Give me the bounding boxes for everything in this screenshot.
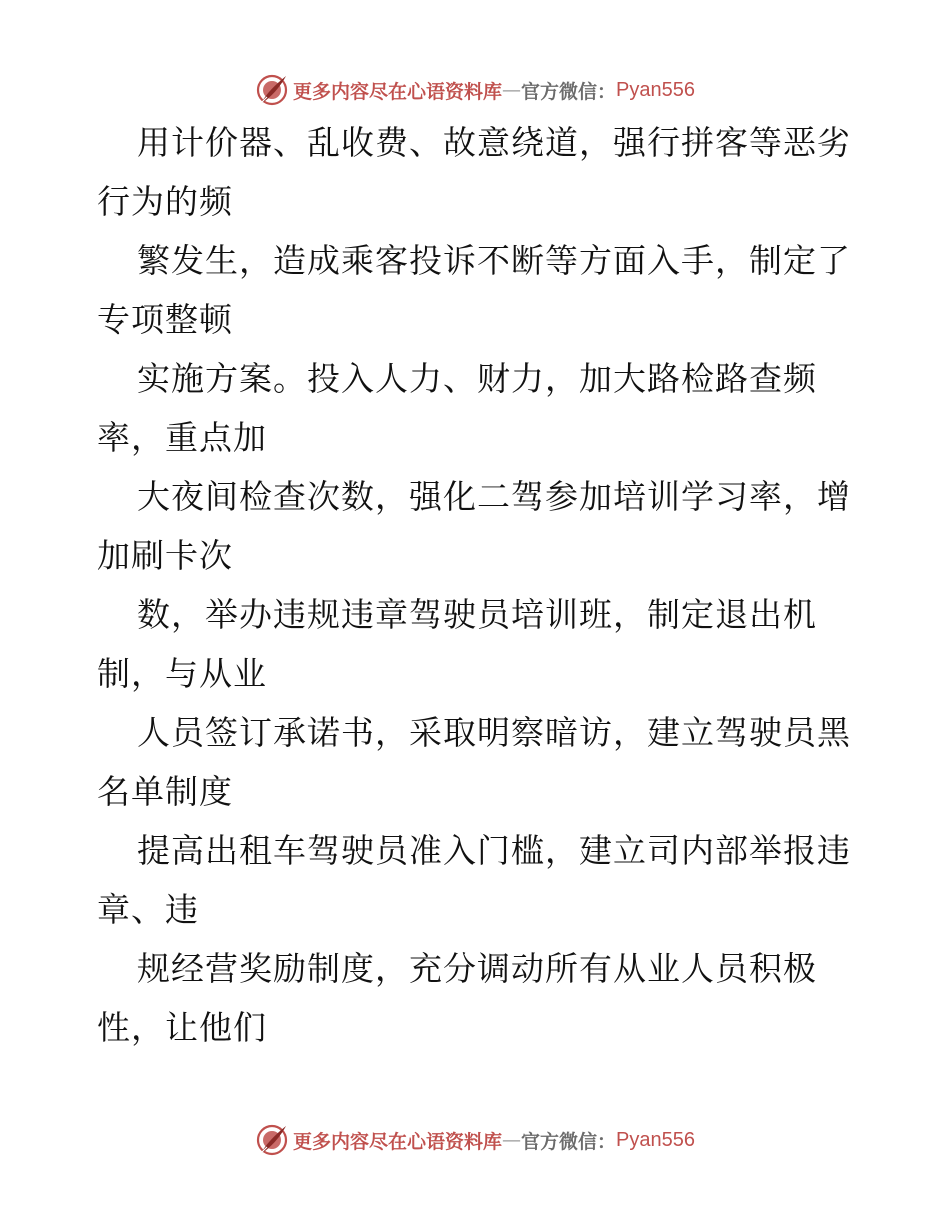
footer-wechat-label: 官方微信： [521,1130,617,1153]
body-line-2: 行为的频 [97,182,233,221]
body-line-9: 数，举办违规违章驾驶员培训班，制定退出机 [137,595,817,634]
body-line-8: 加刷卡次 [97,536,233,575]
body-line-4: 专项整顿 [97,300,233,339]
body-line-5: 实施方案。投入人力、财力，加大路检路查频 [137,359,817,398]
quill-pen-logo-icon [255,73,289,107]
footer-dash: — [502,1129,522,1151]
body-line-15: 规经营奖励制度，充分调动所有从业人员积极 [137,949,817,988]
footer-banner [0,1120,950,1160]
header-site-text: 更多内容尽在心语资料库 [293,80,503,103]
quill-pen-logo-icon [255,1123,289,1157]
body-line-16: 性，让他们 [97,1008,267,1047]
body-line-10: 制，与从业 [97,654,267,693]
footer-site-text: 更多内容尽在心语资料库 [293,1130,503,1153]
footer-wechat-id: Pyan556 [616,1128,695,1151]
header-wechat-id: Pyan556 [616,78,695,101]
header-dash: — [502,79,522,101]
header-wechat-label: 官方微信： [521,80,617,103]
body-line-12: 名单制度 [97,772,233,811]
body-line-11: 人员签订承诺书，采取明察暗访，建立驾驶员黑 [137,713,851,752]
body-line-3: 繁发生，造成乘客投诉不断等方面入手，制定了 [137,241,851,280]
body-line-6: 率，重点加 [97,418,267,457]
body-line-1: 用计价器、乱收费、故意绕道，强行拼客等恶劣 [137,123,851,162]
body-line-14: 章、违 [97,890,199,929]
body-line-7: 大夜间检查次数，强化二驾参加培训学习率，增 [137,477,851,516]
header-banner [0,70,950,110]
body-line-13: 提高出租车驾驶员准入门槛，建立司内部举报违 [137,831,851,870]
